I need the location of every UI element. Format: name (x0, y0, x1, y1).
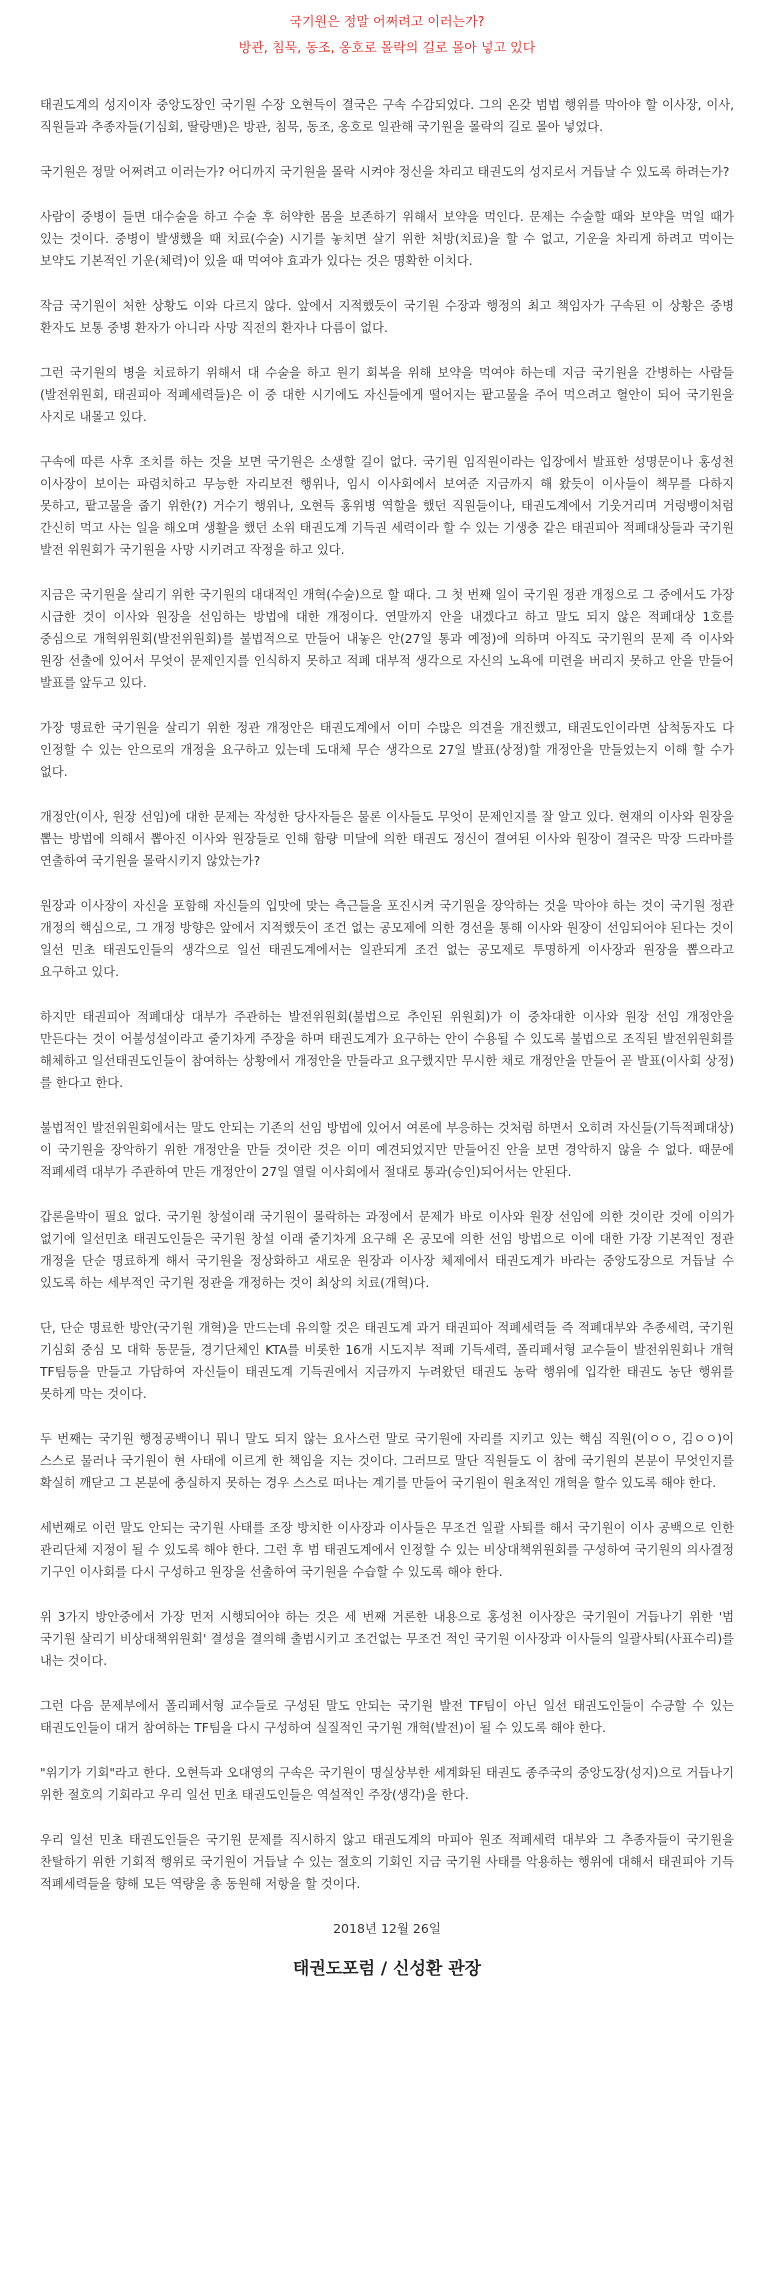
paragraph-5: 그런 국기원의 병을 치료하기 위해서 대 수술을 하고 원기 회복을 위해 보약을 먹여야 하는데 지금 국기원을 간병하는 사람들(발전위원회, 태권피아 적폐세력들)은 이 중 대한 시기에도 자신들에게 떨어지는 팥고물을 주어 먹으려고 혈안이 되어 국기원을 사지로 내몰고 있다. (40, 366, 734, 424)
paragraph-11: 하지만 태권피아 적폐대상 대부가 주관하는 발전위원회(불법으로 추인된 위원회)가 이 중차대한 이사와 원장 선임 개정안을 만든다는 것이 어불성설이라고 줄기차게 주장을 하며 태권도계가 요구하는 안이 수용될 수 있도록 불법으로 조직된 발전위원회를 해체하고 일선태권도인들이 참여하는 상황에서 개정안을 만들라고 요구했지만 무시한 채로 개정안을 만들어 곧 발표(이사회 상정)를 한다고 한다. (40, 1010, 734, 1090)
paragraph-3: 사람이 중병이 들면 대수술을 하고 수술 후 허약한 몸을 보존하기 위해서 보약을 먹인다. 문제는 수술할 때와 보약을 먹일 때가 있는 것이다. 중병이 발생했을 때 치료(수술) 시기를 놓치면 살기 위한 처방(치료)을 할 수 없고, 기운을 차리게 하려고 먹이는 보약도 기본적인 기운(체력)이 있을 때 먹여야 효과가 있다는 것은 명확한 이치다. (40, 210, 734, 268)
article-header (40, 10, 734, 62)
paragraph-8: 가장 명료한 국기원을 살리기 위한 정관 개정안은 태권도계에서 이미 수많은 의견을 개진했고, 태권도인이라면 삼척동자도 다 인정할 수 있는 안으로의 개정을 요구하고 있는데 도대체 무슨 생각으로 27일 발표(상정)할 개정안을 만들었는지 이해 할 수가 없다. (40, 721, 734, 779)
paragraph-1: 태권도계의 성지이자 중앙도장인 국기원 수장 오현득이 결국은 구속 수감되었다. 그의 온갖 범법 행위를 막아야 할 이사장, 이사, 직원들과 추종자들(기심회, 딸랑맨)은 방관, 침묵, 동조, 옹호로 일관해 국기원을 몰락의 길로 몰아 넣었다. (40, 98, 734, 134)
paragraph-18: 그런 다음 문제부에서 폴리페서형 교수들로 구성된 말도 안되는 국기원 발전 TF팀이 아닌 일선 태권도인들이 수긍할 수 있는 태권도인들이 대거 참여하는 TF팀을 다시 구성하여 실질적인 국기원 개혁(발전)이 될 수 있도록 해야 한다. (40, 1699, 734, 1735)
paragraph-6: 구속에 따른 사후 조치를 하는 것을 보면 국기원은 소생할 길이 없다. 국기원 임직원이라는 입장에서 발표한 성명문이나 홍성천 이사장이 보이는 파렴치하고 무능한 자리보전 행위나, 임시 이사회에서 보여준 지금까지 해 왔듯이 이사들이 책무를 다하지 못하고, 팥고물을 줍기 위한(?) 거수기 행위나, 오현득 홍위병 역할을 했던 직원들이나, 태권도계에서 기웃거리며 거렁뱅이처럼 간신히 먹고 사는 일을 해오며 생활을 했던 소위 태권도계 기득권 세력이라 할 수 있는 기생충 같은 태권피아 적폐대상들과 국기원 발전 위원회가 국기원을 사망 시키려고 작정을 하고 있다. (40, 455, 734, 557)
paragraph-16: 세번째로 이런 말도 안되는 국기원 사태를 조장 방치한 이사장과 이사들은 무조건 일괄 사퇴를 해서 국기원이 이사 공백으로 인한 관리단체 지정이 될 수 있도록 해야 한다. 그런 후 범 태권도계에서 인정할 수 있는 비상대책위원회를 구성하여 국기원의 의사결정 기구인 이사회를 다시 구성하고 원장을 선출하여 국기원을 수습할 수 있도록 해야 한다. (40, 1521, 734, 1579)
article-date: 2018년 12월 26일 (333, 1921, 441, 1936)
article-body (40, 94, 734, 1895)
article-title: 국기원은 정말 어쩌려고 이러는가? (289, 15, 485, 30)
paragraph-2: 국기원은 정말 어쩌려고 이러는가? 어디까지 국기원을 몰락 시켜야 정신을 차리고 태권도의 성지로서 거듭날 수 있도록 하려는가? (40, 165, 730, 179)
paragraph-7: 지금은 국기원을 살리기 위한 국기원의 대대적인 개혁(수술)으로 할 때다. 그 첫 번째 일이 국기원 정관 개정으로 그 중에서도 가장 시급한 것이 이사와 원장을 선임하는 방법에 대한 개정이다. 연말까지 안을 내겠다고 하고 말도 되지 않은 적폐대상 1호를 중심으로 개혁위원회(발전위원회)를 불법적으로 만들어 내놓은 안(27일 통과 예정)에 의하며 아직도 국기원의 문제 즉 이사와 원장 선출에 있어서 무엇이 문제인지를 인식하지 못하고 적폐 대부적 생각으로 자신의 노욕에 미련을 버리지 못하고 안을 만들어 발표를 앞두고 있다. (40, 588, 734, 690)
paragraph-12: 불법적인 발전위원회에서는 말도 안되는 기존의 선임 방법에 있어서 여론에 부응하는 것처럼 하면서 오히려 자신들(기득적폐대상)이 국기원을 장악하기 위한 개정안을 만들 것이란 것은 이미 예견되었지만 만들어진 안을 보면 경악하지 않을 수 없다. 때문에 적폐세력 대부가 주관하여 만든 개정안이 27일 열릴 이사회에서 절대로 통과(승인)되어서는 안된다. (40, 1121, 734, 1179)
paragraph-4: 작금 국기원이 처한 상황도 이와 다르지 않다. 앞에서 지적했듯이 국기원 수장과 행정의 최고 책임자가 구속된 이 상황은 중병 환자도 보통 중병 환자가 아니라 사망 직전의 환자나 다름이 없다. (40, 299, 734, 335)
paragraph-15: 두 번째는 국기원 행정공백이니 뭐니 말도 되지 않는 요사스런 말로 국기원에 자리를 지키고 있는 핵심 직원(이ㅇㅇ, 김ㅇㅇ)이 스스로 물러나 국기원이 현 사태에 이르게 한 책임을 지는 것이다. 그러므로 말단 직원들도 이 참에 국기원의 본분이 무엇인지를 확실히 깨닫고 그 본분에 충실하지 못하는 경우 스스로 떠나는 계기를 만들어 국기원이 원초적인 개혁을 할수 있도록 해야 한다. (40, 1432, 734, 1490)
paragraph-13: 갑론을박이 필요 없다. 국기원 창설이래 국기원이 몰락하는 과정에서 문제가 바로 이사와 원장 선임에 의한 것이란 것에 이의가 없기에 일선민초 태권도인들은 국기원 창설 이래 줄기차게 요구해 온 공모에 의한 선임 방법으로 이에 대한 가장 기본적인 정관 개정을 단순 명료하게 해서 국기원을 정상화하고 새로운 원장과 이사장 체제에서 태권도계가 바라는 중앙도장으로 거듭날 수 있도록 하는 세부적인 국기원 정관을 개정하는 것이 최상의 치료(개혁)다. (40, 1210, 734, 1290)
paragraph-9: 개정안(이사, 원장 선임)에 대한 문제는 작성한 당사자들은 물론 이사들도 무엇이 문제인지를 잘 알고 있다. 현재의 이사와 원장을 뽑는 방법에 의해서 뽑아진 이사와 원장들로 인해 함량 미달에 의한 태권도 정신이 결여된 이사와 원장이 결국은 막장 드라마를 연출하여 국기원을 몰락시키지 않았는가? (40, 810, 734, 868)
paragraph-19: "위기가 기회"라고 한다. 오현득과 오대영의 구속은 국기원이 명실상부한 세계화된 태권도 종주국의 중앙도장(성지)으로 거듭나기 위한 절호의 기회라고 우리 일선 민초 태권도인들은 역설적인 주장(생각)을 한다. (40, 1766, 734, 1802)
paragraph-10: 원장과 이사장이 자신을 포함해 자신들의 입맛에 맞는 측근들을 포진시켜 국기원을 장악하는 것을 막아야 하는 것이 국기원 정관 개정의 핵심으로, 그 개정 방향은 앞에서 지적했듯이 조건 없는 공모제에 의한 경선을 통해 이사와 원장이 선임되어야 된다는 것이 일선 민초 태권도인들의 생각으로 일선 태권도계에서는 일관되게 조건 없는 공모제로 투명하게 이사장과 원장을 뽑으라고 요구하고 있다. (40, 899, 734, 979)
paragraph-17: 위 3가지 방안중에서 가장 먼저 시행되어야 하는 것은 세 번째 거론한 내용으로 홍성천 이사장은 국기원이 거듭나기 위한 '범 국기원 살리기 비상대책위원회' 결성을 결의해 출범시키고 조건없는 무조건 적인 국기원 이사장과 이사들의 일괄사퇴(사표수리)를 내는 것이다. (40, 1610, 734, 1668)
paragraph-14: 단, 단순 명료한 방안(국기원 개혁)을 만드는데 유의할 것은 태권도계 과거 태권피아 적폐세력들 즉 적폐대부와 추종세력, 국기원 기심회 중심 모 대학 동문들, 경기단체인 KTA를 비롯한 16개 시도지부 적폐 기득세력, 폴리페서형 교수들이 발전위원회나 개혁 TF팀등을 만들고 가담하여 자신들이 태권도계 기득권에서 지금까지 누려왔던 태권도 농락 행위에 입각한 태권도 농단 행위를 못하게 막는 것이다. (40, 1321, 734, 1401)
author-signature: 태권도포럼 / 신성환 관장 (292, 1959, 482, 1979)
paragraph-20: 우리 일선 민초 태권도인들은 국기원 문제를 직시하지 않고 태권도계의 마피아 원조 적폐세력 대부와 그 추종자들이 국기원을 찬탈하기 위한 기회적 행위로 국기원이 거듭날 수 있는 절호의 기회인 지금 국기원 사태를 악용하는 행위에 대해서 태권피아 기득 적폐세력들을 향해 모든 역량을 총 동원해 저항을 할 것이다. (40, 1833, 734, 1891)
article-subtitle: 방관, 침묵, 동조, 옹호로 몰락의 길로 몰아 넣고 있다 (238, 41, 536, 56)
